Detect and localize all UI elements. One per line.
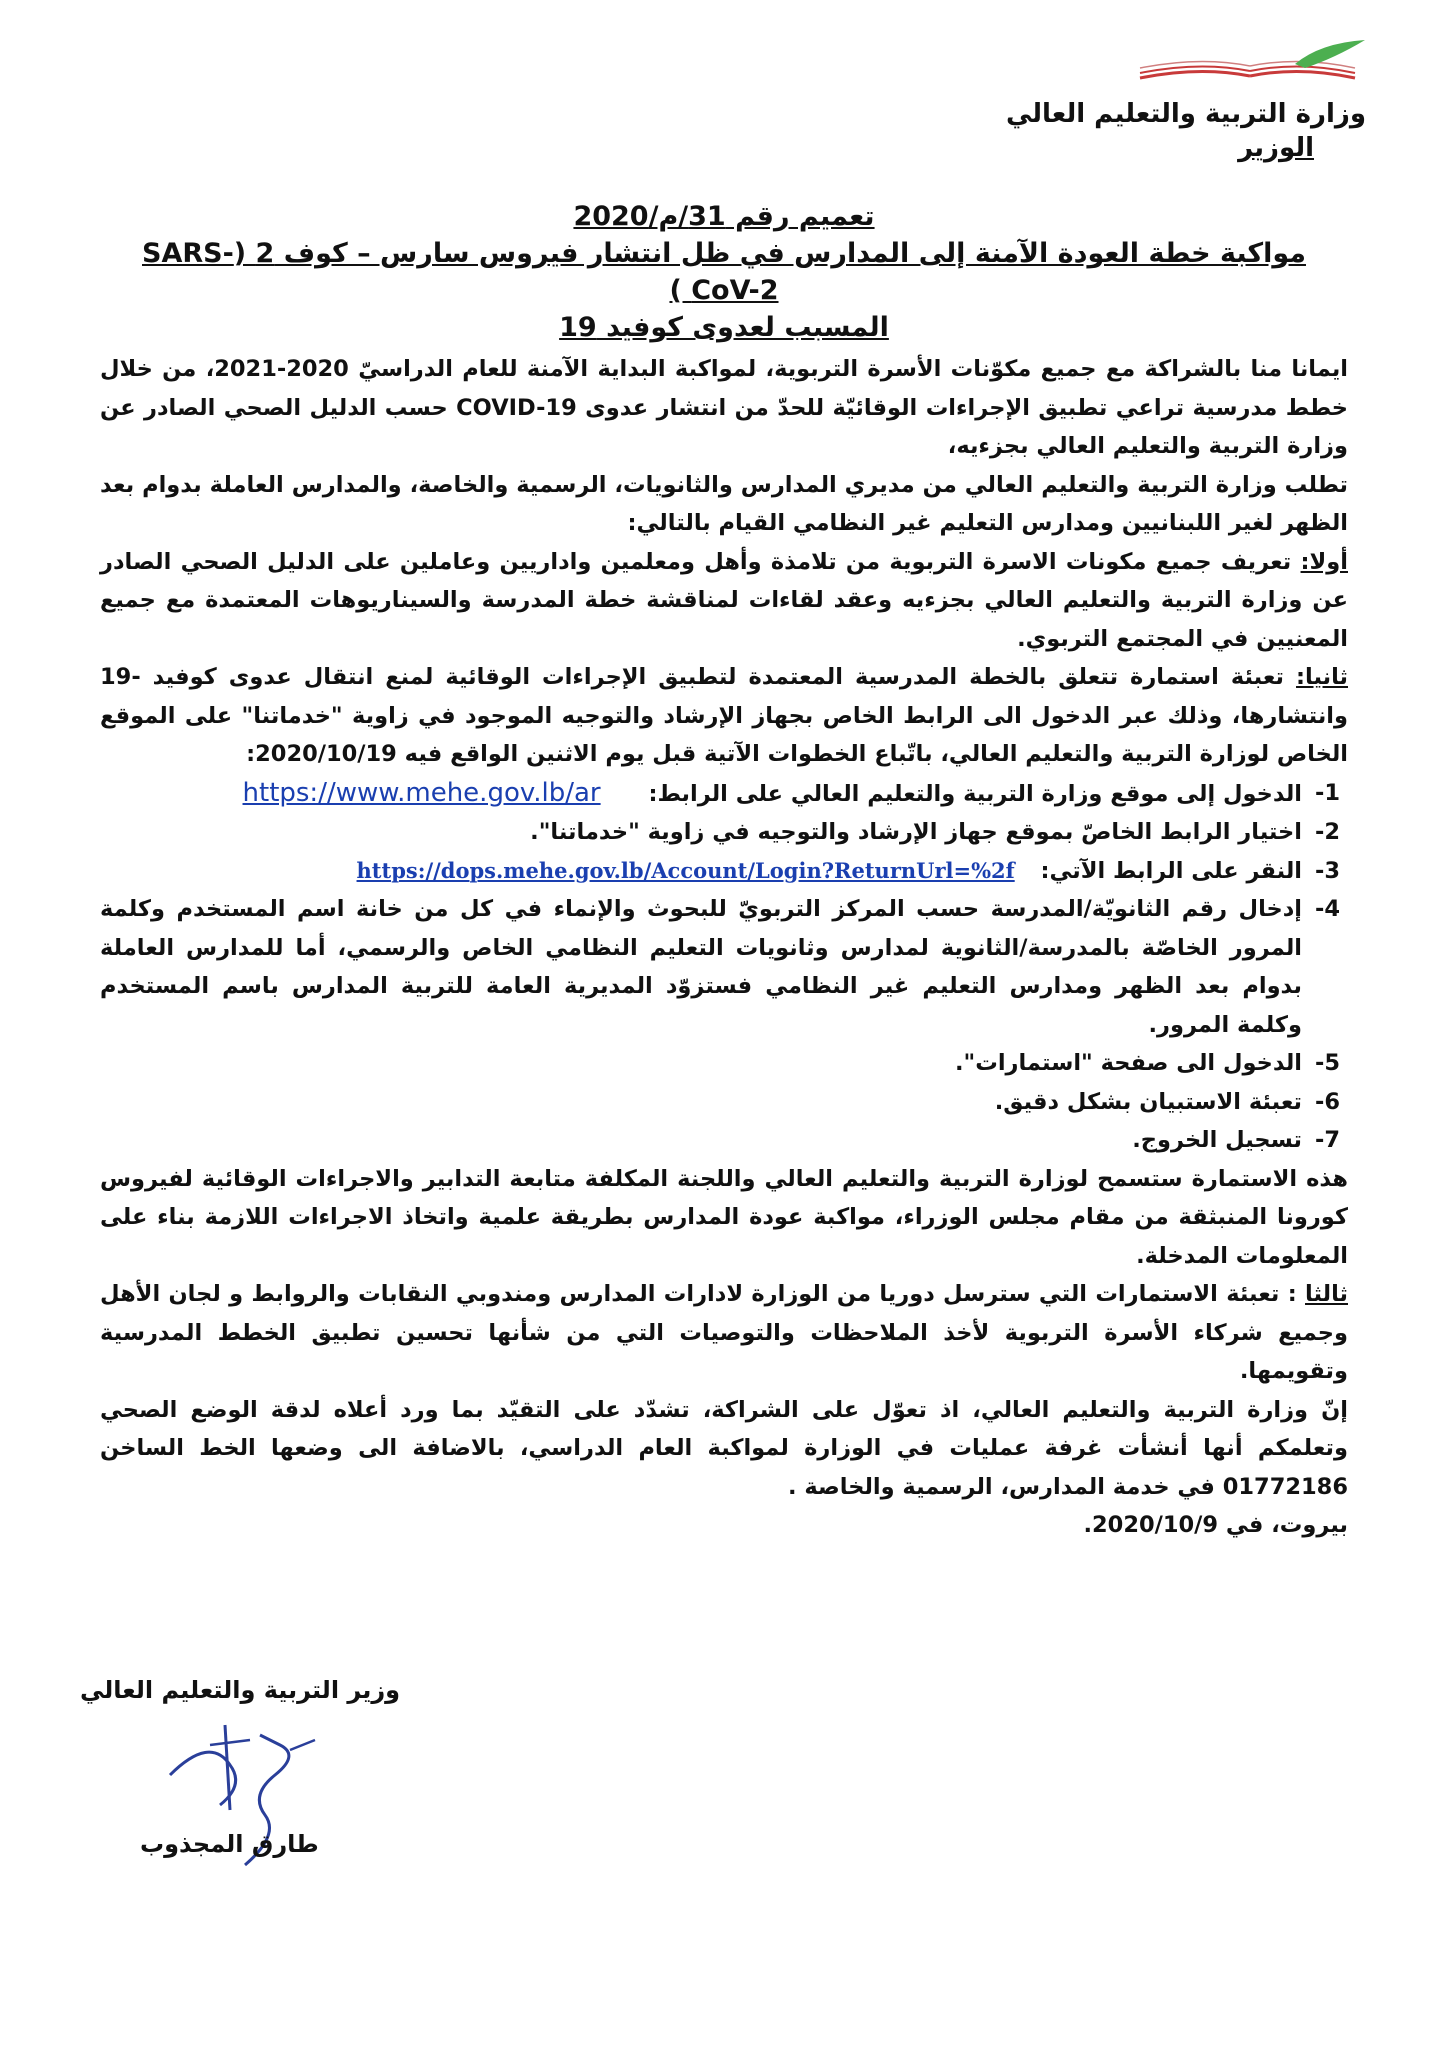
minister-label: الوزير	[1238, 132, 1314, 163]
section-third	[100, 1275, 1348, 1391]
step-number: 6-	[1315, 1088, 1340, 1115]
circular-number: تعميم رقم 31/م/2020	[573, 201, 875, 232]
circular-title	[120, 198, 1328, 346]
section-second-label: ثانيا:	[1296, 664, 1348, 690]
signatory-title: وزير التربية والتعليم العالي	[80, 1676, 401, 1704]
step-text: النقر على الرابط الآتي:	[1040, 857, 1302, 884]
place-date: بيروت، في 2020/10/9.	[1083, 1512, 1348, 1538]
circular-subject: مواكبة خطة العودة الآمنة إلى المدارس في ظل انتشار فيروس سارس – كوف 2 (SARS-CoV-2 )	[142, 238, 1306, 306]
step-number: 4-	[1315, 896, 1340, 922]
mehe-website-link[interactable]: https://www.mehe.gov.lb/ar	[242, 777, 601, 808]
ministry-header	[1006, 98, 1366, 166]
list-item	[100, 890, 1348, 1044]
section-first-text: تعريف جميع مكونات الاسرة التربوية من تلامذة وأهل ومعلمين واداريين وعاملين على الدليل الصحي الصادر عن وزارة التربية والتعليم العالي بجزءيه وعقد لقاءات لمناقشة خطة المدرسة والسيناريوهات المعتمدة مع جميع المعنيين في المجتمع التربوي.	[100, 548, 1348, 652]
list-item	[100, 1083, 1348, 1122]
list-item	[100, 1044, 1348, 1083]
step-text: إدخال رقم الثانويّة/المدرسة حسب المركز التربويّ للبحوث والإنماء في كل من خانة اسم المستخدم وكلمة المرور الخاصّة بالمدرسة/الثانوية لمدارس وثانويات التعليم النظامي الخاص والرسمي، أما للمدارس العاملة بدوام بعد الظهر ومدارس التعليم غير النظامي فستزوّد المديرية العامة للتربية المدارس باسم المستخدم وكلمة المرور.	[100, 896, 1302, 1038]
step-number: 2-	[1315, 819, 1340, 845]
signatory-name: طارق المجذوب	[140, 1830, 319, 1858]
ministry-logo-icon	[1130, 38, 1370, 88]
ministry-name: وزارة التربية والتعليم العالي	[1005, 99, 1366, 129]
steps-list	[100, 774, 1348, 1160]
step-number: 7-	[1315, 1127, 1340, 1153]
circular-subject-line2: المسبب لعدوى كوفيد 19	[559, 312, 889, 343]
list-item	[100, 774, 1348, 814]
step-number: 5-	[1315, 1050, 1340, 1076]
section-second-text: تعبئة استمارة تتعلق بالخطة المدرسية المعتمدة لتطبيق الإجراءات الوقائية لمنع انتقال عدوى كوفيد -19 وانتشارها، وذلك عبر الدخول الى الرابط الخاص بجهاز الإرشاد والتوجيه الموجود في زاوية "خدماتنا" على الموقع الخاص لوزارة التربية والتعليم العالي، باتّباع الخطوات الآتية قبل يوم الاثنين الواقع فيه 2020/10/19:	[100, 664, 1348, 767]
step-text: الدخول إلى موقع وزارة التربية والتعليم العالي على الرابط:	[648, 780, 1302, 807]
request-paragraph: تطلب وزارة التربية والتعليم العالي من مديري المدارس والثانويات، الرسمية والخاصة، والمدارس العاملة بدوام بعد الظهر لغير اللبنانيين ومدارس التعليم غير النظامي القيام بالتالي:	[100, 471, 1348, 536]
section-third-label: ثالثا	[1305, 1281, 1348, 1307]
step-text: تسجيل الخروج.	[1132, 1127, 1302, 1153]
section-second	[100, 658, 1348, 774]
closing-paragraph: إنّ وزارة التربية والتعليم العالي، اذ تعوّل على الشراكة، تشدّد على التقيّد بما ورد أعلاه لدقة الوضع الصحي وتعلمكم أنها أنشأت غرفة عمليات في الوزارة لمواكبة العام الدراسي، بالاضافة الى وضعها الخط الساخن 01772186 في خدمة المدارس، الرسمية والخاصة .	[100, 1396, 1348, 1500]
intro-paragraph: ايمانا منا بالشراكة مع جميع مكوّنات الأسرة التربوية، لمواكبة البداية الآمنة للعام الدراسيّ 2020-2021، من خلال خطط مدرسية تراعي تطبيق الإجراءات الوقائيّة للحدّ من انتشار عدوى COVID-19 حسب الدليل الصحي الصادر عن وزارة التربية والتعليم العالي بجزءيه،	[100, 356, 1348, 459]
step-number: 1-	[1315, 779, 1340, 806]
step-text: اختيار الرابط الخاصّ بموقع جهاز الإرشاد والتوجيه في زاوية "خدماتنا".	[530, 819, 1302, 845]
step-text: الدخول الى صفحة "استمارات".	[954, 1050, 1302, 1076]
step-number: 3-	[1315, 857, 1340, 884]
section-first-label: أولا:	[1300, 548, 1348, 575]
circular-body	[100, 350, 1348, 1545]
handwritten-signature-icon	[150, 1715, 330, 1885]
step-text: تعبئة الاستبيان بشكل دقيق.	[994, 1088, 1302, 1115]
list-item	[100, 852, 1348, 891]
list-item	[100, 1121, 1348, 1160]
section-first	[100, 543, 1348, 659]
section-third-text: : تعبئة الاستمارات التي سترسل دوريا من الوزارة لادارات المدارس ومندوبي النقابات والروابط و لجان الأهل وجميع شركاء الأسرة التربوية لأخذ الملاحظات والتوصيات التي من شأنها تحسين تطبيق الخطط المدرسية وتقويمها.	[100, 1281, 1348, 1384]
form-purpose-paragraph: هذه الاستمارة ستسمح لوزارة التربية والتعليم العالي واللجنة المكلفة متابعة التدابير والاجراءات الوقائية لفيروس كورونا المنبثقة من مقام مجلس الوزراء، مواكبة عودة المدارس بطريقة علمية واتخاذ الاجراءات اللازمة بناء على المعلومات المدخلة.	[100, 1165, 1348, 1269]
dops-login-link[interactable]: https://dops.mehe.gov.lb/Account/Login?ReturnUrl=%2f	[356, 857, 1015, 883]
list-item	[100, 813, 1348, 852]
